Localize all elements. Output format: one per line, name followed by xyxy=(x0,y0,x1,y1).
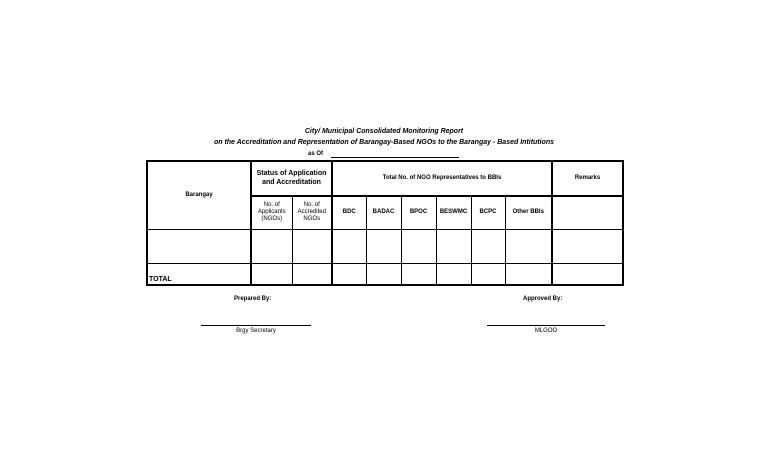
subheader-badac: BADAC xyxy=(366,196,401,229)
header-total-reps: Total No. of NGO Representatives to BBIs xyxy=(332,161,552,196)
subheader-accredited: No. of Accredited NGOs xyxy=(292,196,332,229)
data-cell xyxy=(436,229,471,263)
total-cell xyxy=(366,263,401,285)
total-cell xyxy=(251,263,292,285)
total-cell xyxy=(332,263,366,285)
subheader-beswmc: BESWMC xyxy=(436,196,471,229)
report-title-line2: on the Accreditation and Representation of Barangay-Based NGOs to the Barangay - Based Intitutions xyxy=(213,139,555,146)
prepared-signature-line xyxy=(201,325,311,326)
header-status: Status of Application and Accreditation xyxy=(251,161,332,196)
total-cell xyxy=(436,263,471,285)
total-cell xyxy=(401,263,436,285)
subheader-remarks-blank xyxy=(552,196,623,229)
header-remarks: Remarks xyxy=(552,161,623,196)
subheader-applicants: No. of Applicants (NGOs) xyxy=(251,196,292,229)
data-cell xyxy=(471,229,505,263)
total-cell xyxy=(471,263,505,285)
report-title-line1: City/ Municipal Consolidated Monitoring Report xyxy=(304,128,464,135)
prepared-by-label: Prepared By: xyxy=(234,296,272,302)
header-barangay: Barangay xyxy=(147,161,251,229)
subheader-bpoc: BPOC xyxy=(401,196,436,229)
prepared-by-role: Brgy Secretary xyxy=(236,328,276,334)
data-cell xyxy=(366,229,401,263)
total-cell xyxy=(292,263,332,285)
data-cell xyxy=(251,229,292,263)
approved-signature-line xyxy=(487,325,605,326)
approved-by-label: Approved By: xyxy=(523,296,563,302)
subheader-bdc: BDC xyxy=(332,196,366,229)
total-cell xyxy=(505,263,552,285)
monitoring-table xyxy=(146,160,624,286)
data-cell xyxy=(505,229,552,263)
data-cell xyxy=(292,229,332,263)
subheader-bcpc: BCPC xyxy=(471,196,505,229)
total-label: TOTAL xyxy=(147,263,251,285)
subheader-other-bbis: Other BBIs xyxy=(505,196,552,229)
as-of-date-line xyxy=(331,157,459,158)
data-cell xyxy=(552,229,623,263)
total-row xyxy=(147,263,623,285)
as-of-label: as Of xyxy=(308,151,324,157)
total-cell xyxy=(552,263,623,285)
approved-by-role: MLGOO xyxy=(534,328,558,334)
data-cell xyxy=(332,229,366,263)
data-cell xyxy=(401,229,436,263)
data-cell xyxy=(147,229,251,263)
table-row xyxy=(147,229,623,263)
